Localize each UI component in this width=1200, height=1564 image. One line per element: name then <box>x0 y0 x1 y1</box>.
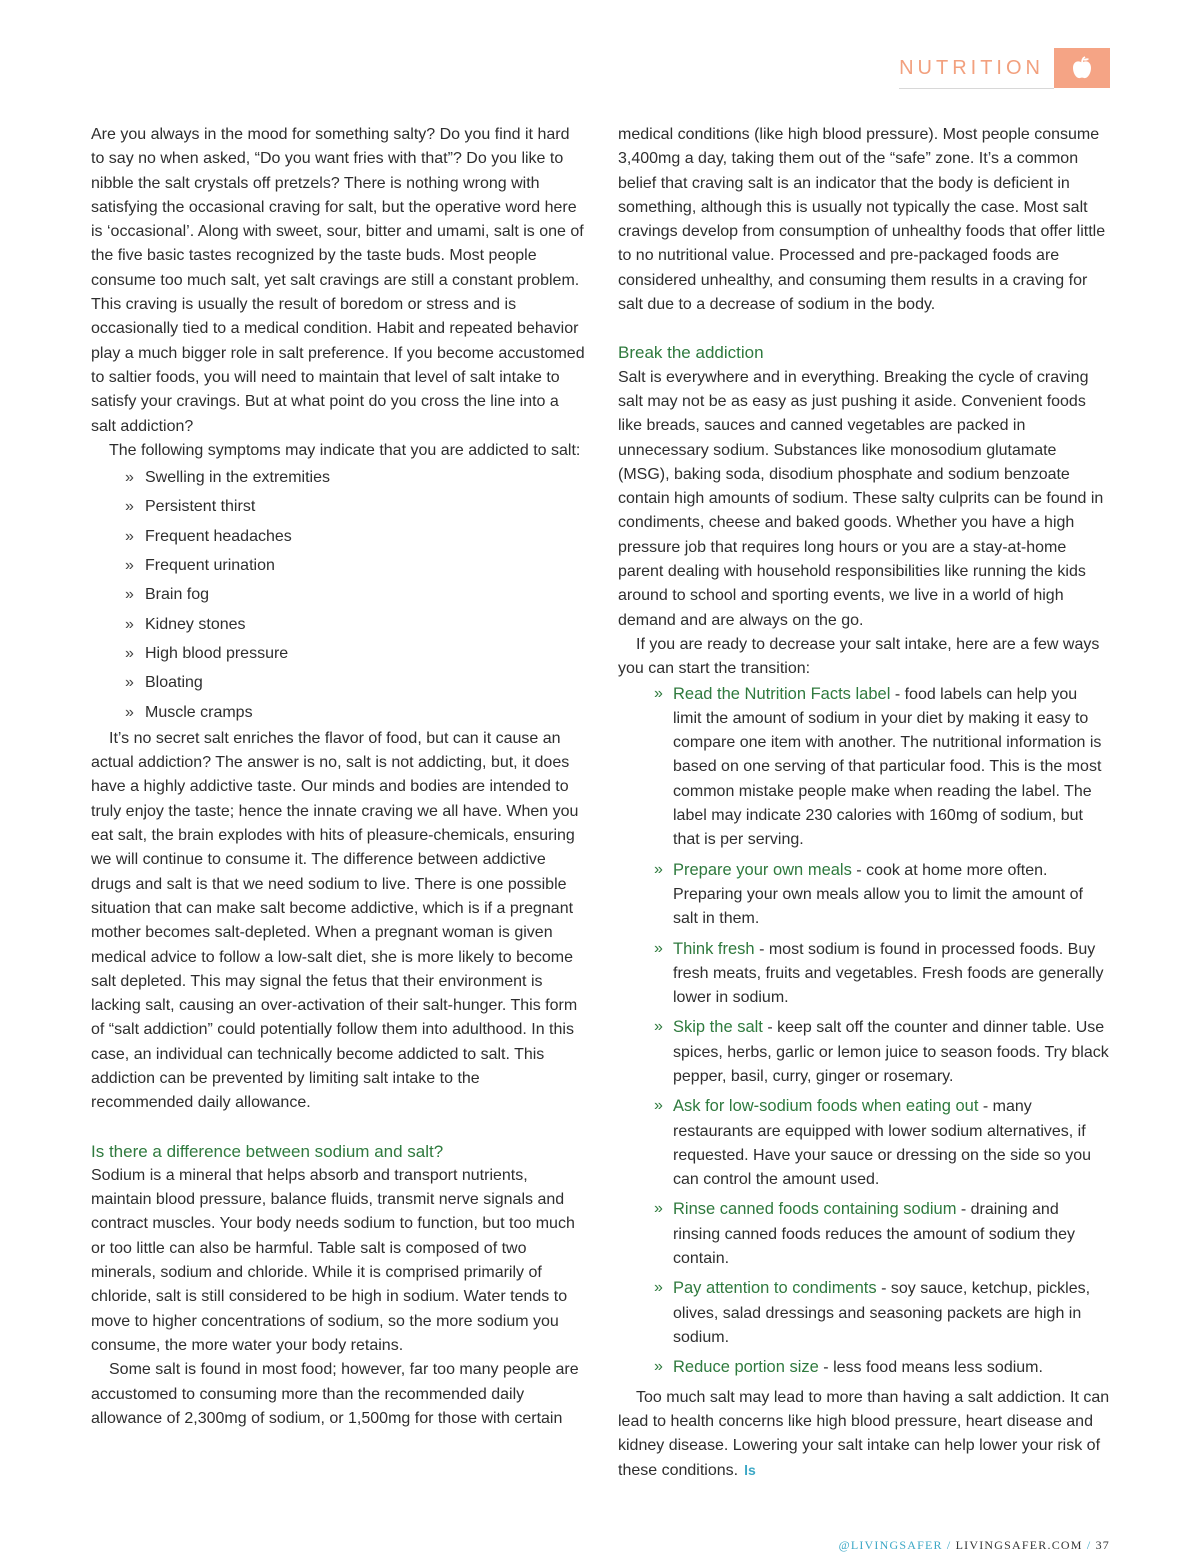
bullet-icon: » <box>125 586 134 604</box>
tip-title: Think fresh <box>673 939 755 958</box>
apple-icon <box>1054 48 1110 88</box>
list-item <box>654 682 1110 853</box>
list-item: » Frequent urination <box>125 551 586 580</box>
section-header <box>899 48 1110 89</box>
bullet-icon: » <box>125 703 134 721</box>
intro-paragraph: Are you always in the mood for something salty? Do you find it hard to say no when asked, “Do you want fries with that”? Do you like to nibble the salt crystals off pretzels? There is nothing wrong with satisfying the occasional craving for salt, but the operative word here is ‘occasional’. Along with sweet, sour, bitter and umami, salt is one of the five basic tastes recognized by the taste buds. Most people consume too much salt, yet salt cravings are still a constant problem. This craving is usually the result of boredom or stress and is occasionally tied to a medical condition. Habit and repeated behavior play a much bigger role in salt preference. If you become accustomed to saltier foods, you will need to maintain that level of salt intake to satisfy your cravings. But at what point do you cross the line into a salt addiction? <box>91 126 585 435</box>
break-addiction-heading: Break the addiction <box>618 343 764 363</box>
some-salt-paragraph: Some salt is found in most food; however, far too many people are accustomed to consuming more than the recommended daily allowance of 2,300mg of sodium, or 1,500mg for those with certain <box>91 1361 579 1427</box>
tip-text: - most sodium is found in processed foods. Buy fresh meats, fruits and vegetables. Fresh foods are generally lower in sodium. <box>673 940 1104 1007</box>
closing-paragraph: Too much salt may lead to more than having a salt addiction. It can lead to health concerns like high blood pressure, heart disease and kidney disease. Lowering your salt intake can help lower your risk of these conditions. ls <box>618 1388 1110 1480</box>
bullet-icon: » <box>125 557 134 575</box>
page-footer <box>839 1538 1110 1553</box>
symptoms-list <box>91 463 586 727</box>
addiction-paragraph: It’s no secret salt enriches the flavor of food, but can it cause an actual addiction? The answer is no, salt is not addicting, but, it does have a highly addictive taste. Our minds and bodies are intended to truly enjoy the taste; hence the innate craving we all have. When you eat salt, the brain explodes with hits of pleasure-chemicals, ensuring we will continue to consume it. The difference between addictive drugs and salt is that we need sodium to live. There is one possible situation that can make salt become addictive, which is if a pregnant mother becomes salt-depleted. When a pregnant woman is given medical advice to follow a low-salt diet, she is more likely to become salt depleted. This may signal the fetus that their environment is lacking salt, causing an over-activation of their salt-hunger. This form of “salt addiction” could potentially follow them into adulthood. In this case, an individual can technically become addicted to salt. This addiction can be prevented by limiting salt intake to the recommended daily allowance. <box>91 729 579 1112</box>
tip-text: - cook at home more often. Preparing your own meals allow you to limit the amount of salt in them. <box>673 861 1083 928</box>
list-item: » High blood pressure <box>125 639 586 668</box>
list-item: » Persistent thirst <box>125 492 586 521</box>
social-handle: @LIVINGSAFER <box>838 1538 943 1552</box>
bullet-icon: » <box>125 469 134 487</box>
section-label: NUTRITION <box>899 48 1054 89</box>
list-item <box>654 1197 1110 1271</box>
tip-title: Prepare your own meals <box>673 860 852 879</box>
bullet-icon: » <box>654 860 663 878</box>
bullet-icon: » <box>125 498 134 516</box>
list-item <box>654 858 1110 932</box>
tip-title: Ask for low-sodium foods when eating out <box>673 1097 979 1116</box>
sodium-paragraph: Sodium is a mineral that helps absorb and transport nutrients, maintain blood pressure, balance fluids, transmit nerve signals and contract muscles. Your body needs sodium to function, but too much or too little can also be harmful. Table salt is composed of two minerals, sodium and chloride. While it is comprised primarily of chloride, salt is still considered to be high in sodium. Water tends to move to higher concentrations of sodium, so the more sodium you consume, the more water your body retains. <box>91 1166 575 1354</box>
list-item: » Swelling in the extremities <box>125 463 586 492</box>
list-item <box>654 1094 1110 1192</box>
tip-title: Rinse canned foods containing sodium <box>673 1200 957 1219</box>
footer-separator: / <box>942 1538 956 1552</box>
bullet-icon: » <box>654 684 663 702</box>
ready-paragraph: If you are ready to decrease your salt intake, here are a few ways you can start the transition: <box>618 635 1100 678</box>
bullet-icon: » <box>654 1018 663 1036</box>
list-item: » Frequent headaches <box>125 522 586 551</box>
list-item <box>654 1276 1110 1350</box>
tip-title: Pay attention to condiments <box>673 1279 877 1298</box>
break-paragraph: Salt is everywhere and in everything. Breaking the cycle of craving salt may not be as easy as just pushing it aside. Convenient foods like breads, sauces and canned vegetables are packed in unnecessary sodium. Substances like monosodium glutamate (MSG), baking soda, disodium phosphate and sodium benzoate contain high amounts of sodium. These salty culprits can be found in condiments, cheese and baked goods. Whether you have a high pressure job that requires long hours or you are a stay-at-home parent dealing with household responsibilities like running the kids around to school and sporting events, we live in a world of high demand and are always on the go. <box>618 368 1104 629</box>
tips-list <box>618 682 1110 1381</box>
tip-text: - many restaurants are equipped with lower sodium alternatives, if requested. Have your sauce or dressing on the side so you can control the amount used. <box>673 1098 1092 1189</box>
list-item: » Bloating <box>125 668 586 697</box>
bullet-icon: » <box>654 1097 663 1115</box>
continued-paragraph: medical conditions (like high blood pressure). Most people consume 3,400mg a day, taking them out of the “safe” zone. It’s a common belief that craving salt is an indicator that the body is deficient in something, although this is usually not typically the case. Most salt cravings develop from consumption of unhealthy foods that offer little to no nutritional value. Processed and pre-packaged foods are considered unhealthy, and consuming them results in a craving for salt due to a decrease of sodium in the body. <box>618 126 1106 314</box>
bullet-icon: » <box>654 1200 663 1218</box>
bullet-icon: » <box>125 615 134 633</box>
tip-text: - draining and rinsing canned foods reduces the amount of sodium they contain. <box>673 1201 1076 1268</box>
tip-text: - less food means less sodium. <box>818 1359 1043 1377</box>
page-number: 37 <box>1095 1538 1110 1552</box>
tip-title: Skip the salt <box>673 1018 763 1037</box>
tip-title: Reduce portion size <box>673 1358 819 1377</box>
sodium-salt-heading: Is there a difference between sodium and salt? <box>91 1141 444 1161</box>
bullet-icon: » <box>654 1358 663 1376</box>
tip-text: - keep salt off the counter and dinner table. Use spices, herbs, garlic or lemon juice to season foods. Try black pepper, basil, curry, ginger or rosemary. <box>673 1019 1109 1085</box>
symptoms-intro: The following symptoms may indicate that you are addicted to salt: <box>109 441 581 459</box>
list-item: » Brain fog <box>125 580 586 609</box>
list-item <box>654 937 1110 1011</box>
list-item <box>654 1015 1110 1089</box>
list-item: » Muscle cramps <box>125 698 586 727</box>
bullet-icon: » <box>654 939 663 957</box>
bullet-icon: » <box>125 527 134 545</box>
tip-title: Read the Nutrition Facts label <box>673 684 891 703</box>
bullet-icon: » <box>125 644 134 662</box>
tip-text: - food labels can help you limit the amount of sodium in your diet by making it easy to compare one item with another. The nutritional information is based on one serving of that particular food. This is the most common mistake people make when reading the label. The label may indicate 230 calories with 160mg of sodium, but that is per serving. <box>673 685 1102 849</box>
bullet-icon: » <box>654 1279 663 1297</box>
bullet-icon: » <box>125 674 134 692</box>
tip-text: - soy sauce, ketchup, pickles, olives, salad dressings and seasoning packets are high in sodium. <box>673 1280 1091 1346</box>
footer-separator: / <box>1082 1538 1096 1552</box>
left-column <box>91 123 586 1431</box>
end-mark-logo: ls <box>744 1462 756 1479</box>
list-item: » Kidney stones <box>125 610 586 639</box>
list-item <box>654 1355 1110 1380</box>
site-url: LIVINGSAFER.COM <box>955 1538 1083 1552</box>
right-column <box>618 123 1110 1484</box>
